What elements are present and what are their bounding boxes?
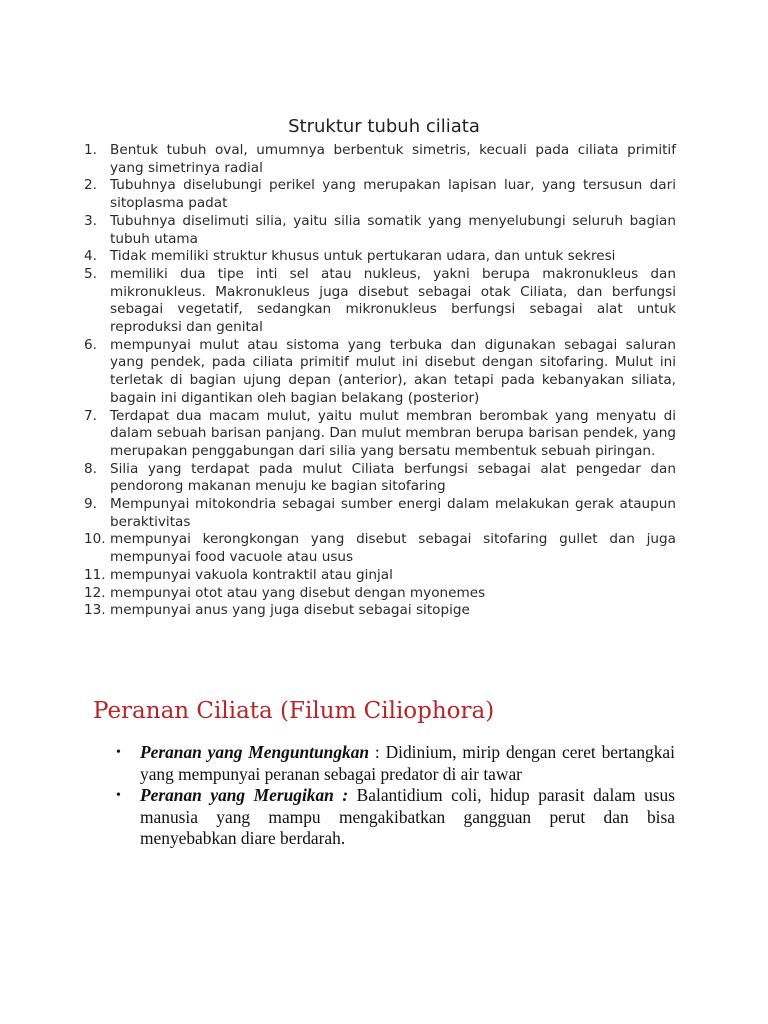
item-text: Terdapat dua macam mulut, yaitu mulut membran berombak yang menyatu di dalam sebuah barisan panjang. Dan mulut membran berupa barisan pendek, yang merupakan penggabungan dari silia yang bersatu membentuk sebuah piringan. (110, 407, 676, 459)
item-number: 1. (84, 142, 97, 158)
list-item (84, 567, 676, 585)
term-label: Peranan yang Merugikan : (140, 785, 349, 806)
list-item (84, 248, 676, 266)
item-number: 10. (84, 531, 106, 548)
list-item (84, 496, 676, 531)
item-number: 9. (84, 496, 97, 513)
term-description: Balantidium coli, hidup parasit dalam usus manusia yang mampu mengakibatkan gangguan perut dan bisa menyebabkan diare berdarah. (140, 785, 675, 849)
bullet-item (114, 742, 675, 785)
item-number: 13. (84, 602, 106, 619)
term-separator: : (369, 742, 386, 762)
bullet-icon: • (116, 745, 121, 760)
item-number: 5. (84, 265, 97, 282)
item-number: 7. (84, 407, 97, 424)
list-item (84, 461, 676, 496)
list-item (84, 531, 676, 566)
term-separator (348, 785, 357, 805)
section-title: Struktur tubuh ciliata (288, 116, 480, 137)
list-item (84, 266, 676, 337)
list-item (84, 602, 676, 620)
item-text: mempunyai anus yang juga disebut sebagai sitopige (110, 602, 470, 619)
list-item (84, 408, 676, 461)
item-text: Silia yang terdapat pada mulut Ciliata berfungsi sebagai alat pengedar dan pendorong makanan menuju ke bagian sitofaring (110, 460, 676, 495)
item-text: mempunyai kerongkongan yang disebut sebagai sitofaring gullet dan juga mempunyai food vacuole atau usus (110, 531, 676, 566)
item-text: mempunyai vakuola kontraktil atau ginjal (110, 566, 393, 583)
item-number: 2. (84, 177, 97, 194)
item-text: Bentuk tubuh oval, umumnya berbentuk simetris, kecuali pada ciliata primitif yang simetrinya radial (110, 142, 676, 176)
structure-list (84, 142, 676, 620)
list-item (84, 142, 676, 177)
item-text: Tubuhnya diselubungi perikel yang merupakan lapisan luar, yang tersusun dari sitoplasma padat (110, 177, 676, 212)
list-item (84, 177, 676, 212)
item-text: Tidak memiliki struktur khusus untuk pertukaran udara, dan untuk sekresi (110, 248, 616, 265)
item-text: Mempunyai mitokondria sebagai sumber energi dalam melakukan gerak ataupun beraktivitas (110, 496, 676, 530)
bullet-item (114, 785, 675, 850)
item-number: 8. (84, 460, 97, 477)
item-number: 3. (84, 212, 97, 229)
list-item (84, 585, 676, 603)
item-number: 4. (84, 248, 97, 265)
list-item (84, 337, 676, 408)
item-number: 11. (84, 566, 106, 583)
bullet-icon: • (116, 788, 121, 804)
section-heading: Peranan Ciliata (Filum Ciliophora) (93, 698, 495, 724)
item-text: Tubuhnya diselimuti silia, yaitu silia somatik yang menyelubungi seluruh bagian tubuh utama (110, 212, 676, 247)
item-text: memiliki dua tipe inti sel atau nukleus, yakni berupa makronukleus dan mikronukleus. Makronukleus juga disebut sebagai otak Ciliata, dan berfungsi sebagai vegetatif, sedangkan mikronukleus berfungsi sebagai alat untuk reproduksi dan genital (110, 265, 676, 336)
item-text: mempunyai mulut atau sistoma yang terbuka dan digunakan sebagai saluran yang pendek, pada ciliata primitif mulut ini disebut dengan sitofaring. Mulut ini terletak di bagian ujung depan (anterior), akan tetapi pada kebanyakan siliata, bagain ini digantikan oleh bagian belakang (posterior) (110, 336, 676, 406)
term-description: Didinium, mirip dengan ceret bertangkai yang mempunyai peranan sebagai predator di air tawar (140, 742, 675, 784)
item-number: 12. (84, 584, 106, 601)
role-list (114, 742, 675, 850)
item-number: 6. (84, 336, 97, 353)
list-item (84, 213, 676, 248)
item-text: mempunyai otot atau yang disebut dengan myonemes (110, 584, 486, 601)
term-label: Peranan yang Menguntungkan (140, 742, 370, 762)
